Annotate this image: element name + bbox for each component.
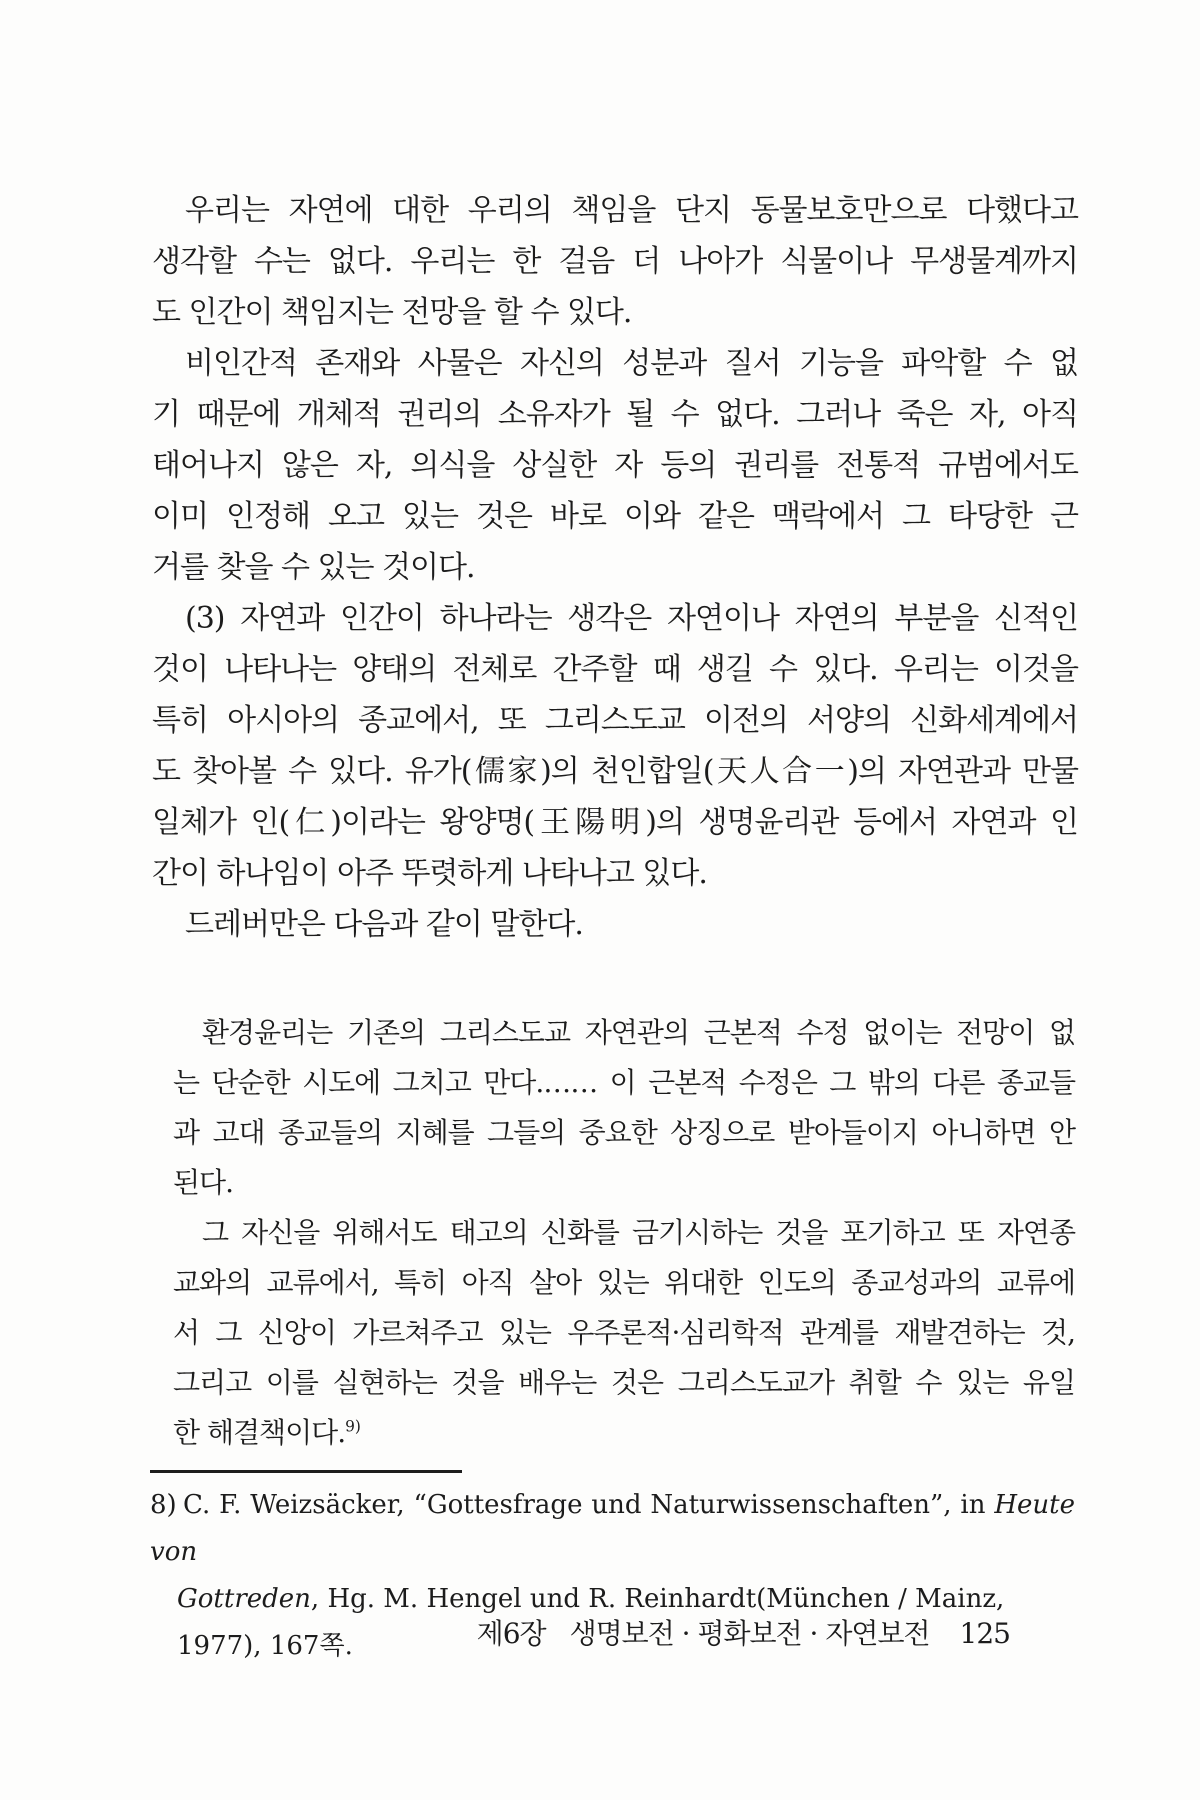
page-footer [477, 1612, 1010, 1652]
body-text-line: 특히 아시아의 종교에서, 또 그리스도교 이전의 서양의 신화세계에서 [152, 703, 1078, 738]
body-text-line: 도 인간이 책임지는 전망을 할 수 있다. [152, 295, 632, 330]
quote-text-line: 된다. [173, 1166, 233, 1199]
body-text-line: 도 찾아볼 수 있다. 유가(儒家)의 천인합일(天人合一)의 자연관과 만물 [152, 754, 1078, 789]
footnote-text: C. F. Weizsäcker, “Gottesfrage und Naturwissenschaften”, in [183, 1490, 995, 1520]
body-text-line: 기 때문에 개체적 권리의 소유자가 될 수 없다. 그러나 죽은 자, 아직 [152, 397, 1078, 432]
body-text-line: 간이 하나임이 아주 뚜렷하게 나타나고 있다. [152, 856, 707, 891]
section-title: 생명보전 · 평화보전 · 자연보전 [569, 1617, 930, 1650]
body-text-line: 거를 찾을 수 있는 것이다. [152, 550, 475, 585]
main-text-block [152, 185, 1078, 950]
quote-text-line: 는 단순한 시도에 그치고 만다.…… 이 근본적 수정은 그 밖의 다른 종교들 [173, 1066, 1075, 1099]
footnote-line [150, 1482, 1075, 1576]
body-text-line: 비인간적 존재와 사물은 자신의 성분과 질서 기능을 파악할 수 없 [185, 346, 1078, 381]
quote-text-line: 과 고대 종교들의 지혜를 그들의 중요한 상징으로 받아들이지 아니하면 안 [173, 1116, 1075, 1149]
chapter-label: 제6장 [476, 1617, 546, 1650]
body-text-line: 드레버만은 다음과 같이 말한다. [185, 907, 583, 942]
quote-text-line: 교와의 교류에서, 특히 아직 살아 있는 위대한 인도의 종교성과의 교류에 [173, 1266, 1075, 1299]
quote-text-line: 서 그 신앙이 가르쳐주고 있는 우주론적·심리학적 관계를 재발견하는 것, [173, 1316, 1075, 1349]
body-text-line: 우리는 자연에 대한 우리의 책임을 단지 동물보호만으로 다했다고 [185, 193, 1078, 228]
page-number: 125 [959, 1617, 1010, 1650]
footnote-text: , Hg. M. Hengel und R. Reinhardt(München / Mainz, 1977), 167쪽. [177, 1584, 1005, 1661]
quote-text-line: 그 자신을 위해서도 태고의 신화를 금기시하는 것을 포기하고 또 자연종 [202, 1216, 1075, 1249]
block-quote [173, 1008, 1075, 1458]
body-text-line: 태어나지 않은 자, 의식을 상실한 자 등의 권리를 전통적 규범에서도 [152, 448, 1078, 483]
body-text-line: 이미 인정해 오고 있는 것은 바로 이와 같은 맥락에서 그 타당한 근 [152, 499, 1078, 534]
footnote-ref: 9) [345, 1417, 361, 1436]
quote-text-line: 한 해결책이다.$^{9)}$ [173, 1416, 361, 1449]
footnote-citation-title: Gottreden [177, 1584, 311, 1614]
quote-text-line: 환경윤리는 기존의 그리스도교 자연관의 근본적 수정 없이는 전망이 없 [202, 1016, 1075, 1049]
body-text-line: (3) 자연과 인간이 하나라는 생각은 자연이나 자연의 부분을 신적인 [185, 601, 1078, 636]
footnote-divider [150, 1470, 462, 1473]
footnote-marker: 8) [150, 1490, 177, 1520]
quote-text-line: 그리고 이를 실현하는 것을 배우는 것은 그리스도교가 취할 수 있는 유일 [173, 1366, 1075, 1399]
footnote-citation-title: Heute von [150, 1490, 1075, 1567]
body-text-line: 생각할 수는 없다. 우리는 한 걸음 더 나아가 식물이나 무생물계까지 [152, 244, 1078, 279]
body-text-line: 것이 나타나는 양태의 전체로 간주할 때 생길 수 있다. 우리는 이것을 [152, 652, 1078, 687]
body-text-line: 일체가 인(仁)이라는 왕양명(王陽明)의 생명윤리관 등에서 자연과 인 [152, 805, 1078, 840]
